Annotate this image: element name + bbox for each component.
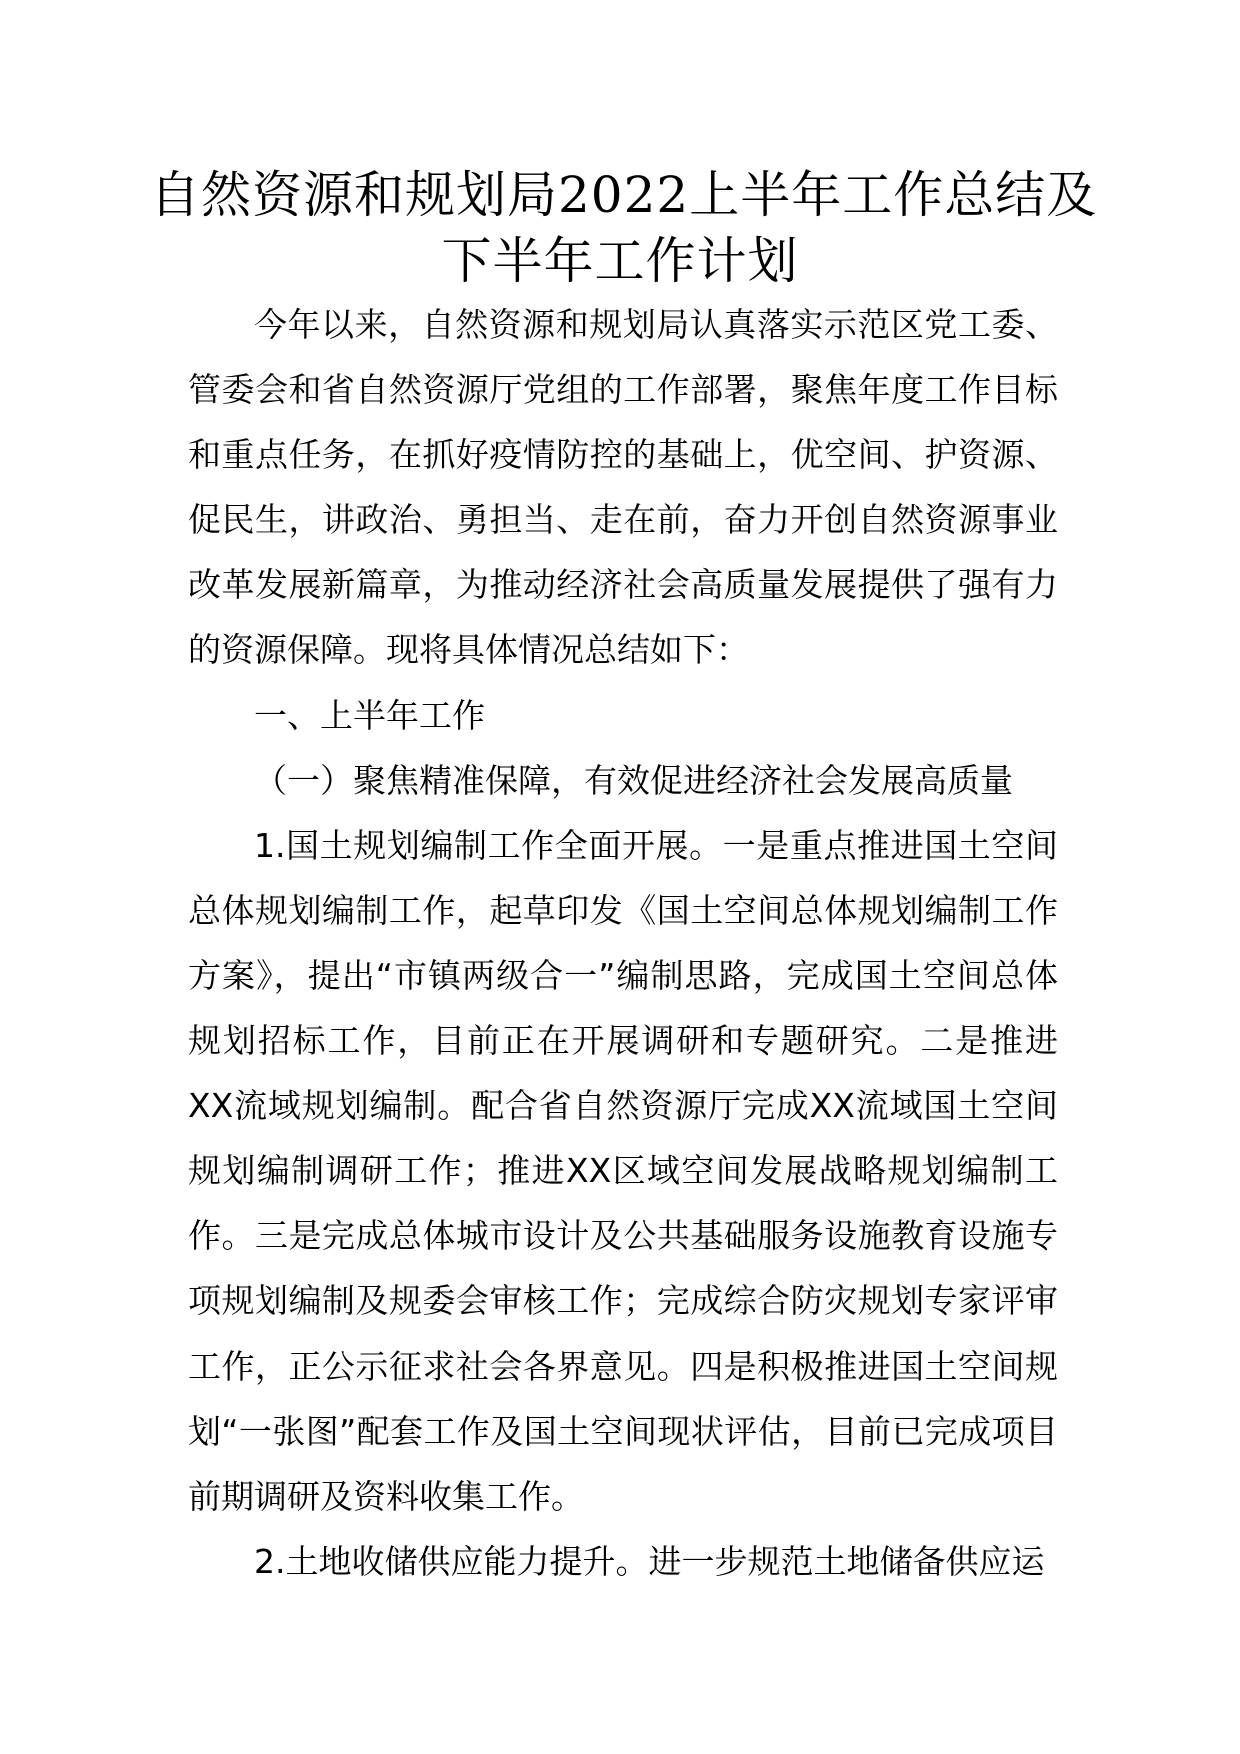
item-paragraph-2: 2.土地收储供应能力提升。进一步规范土地储备供应运	[254, 1541, 1045, 1581]
item-paragraph-1: 1.国土规划编制工作全面开展。一是重点推进国土空间总体规划编制工作，起草印发《国土空间总体规划编制工作方案》，提出“市镇两级合一”编制思路，完成国土空间总体规划招标工作，目前正在开展调研和专题研究。二是推进XX流域规划编制。配合省自然资源厅完成XX流域国土空间规划编制调研工作；推进XX区域空间发展战略规划编制工作。三是完成总体城市设计及公共基础服务设施教育设施专项规划编制及规委会审核工作；完成综合防灾规划专家评审工作，正公示征求社会各界意见。四是积极推进国土空间规划“一张图”配套工作及国土空间现状评估，目前已完成项目前期调研及资料收集工作。	[188, 825, 1058, 1516]
section-heading-first-half-work: 一、上半年工作	[254, 695, 485, 735]
document-title-line-1: 自然资源和规划局2022上半年工作总结及	[150, 166, 1098, 224]
document-title-line-2: 下半年工作计划	[441, 232, 799, 290]
intro-paragraph: 今年以来，自然资源和规划局认真落实示范区党工委、管委会和省自然资源厅党组的工作部署，聚焦年度工作目标和重点任务，在抓好疫情防控的基础上，优空间、护资源、促民生，讲政治、勇担当、走在前，奋力开创自然资源事业改革发展新篇章，为推动经济社会高质量发展提供了强有力的资源保障。现将具体情况总结如下：	[188, 305, 1058, 670]
document-body	[188, 292, 1058, 1594]
subsection-heading-1: （一）聚焦精准保障，有效促进经济社会发展高质量	[254, 760, 1013, 800]
